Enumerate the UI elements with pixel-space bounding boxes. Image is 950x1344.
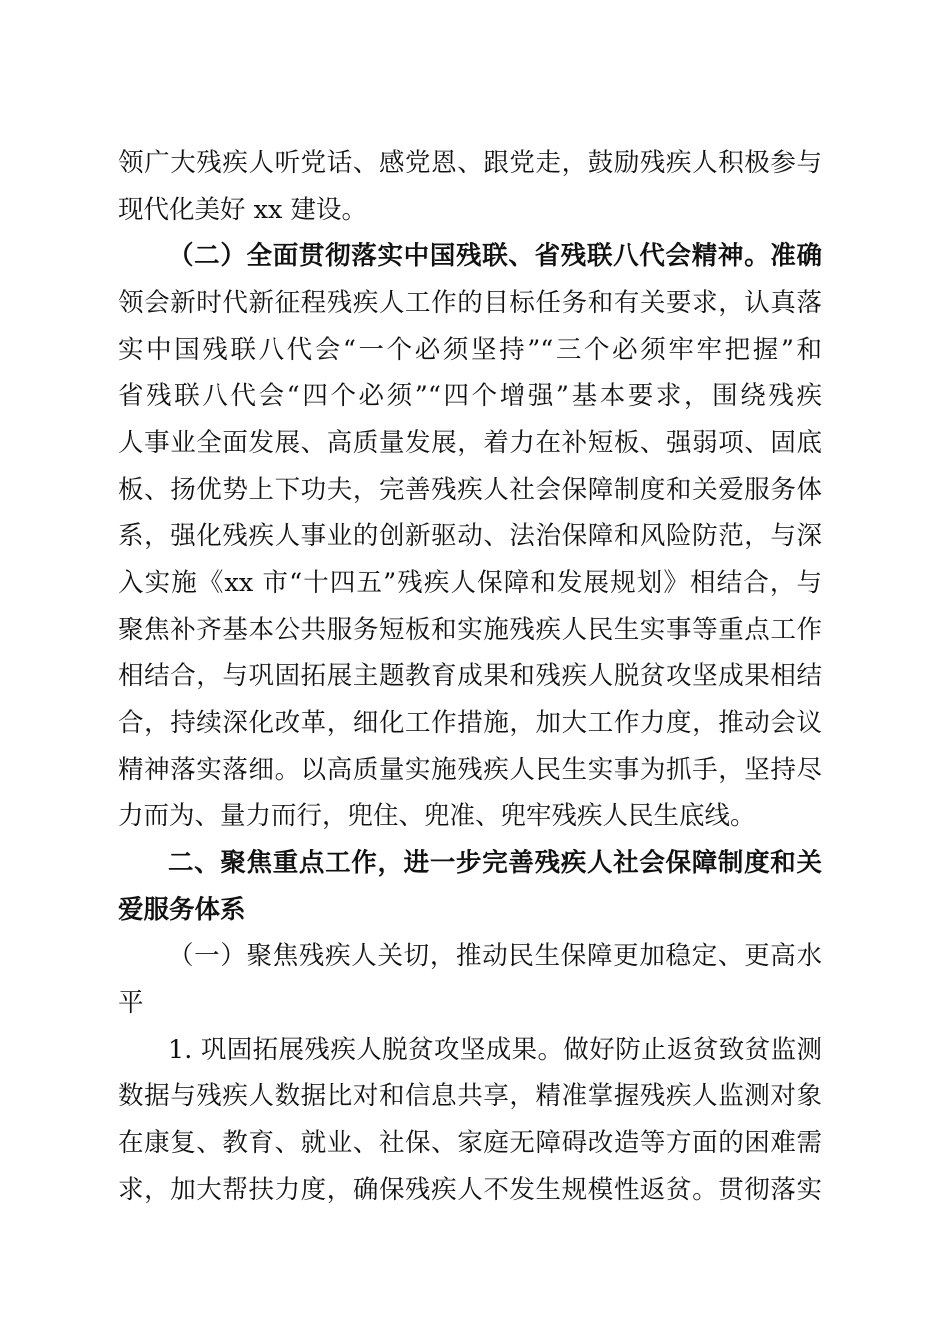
- text-line: 力而为、量力而行，兜住、兜准、兜牢残疾人民生底线。: [118, 801, 756, 831]
- text-line: 精神落实落细。以高质量实施残疾人民生实事为抓手，坚持尽: [118, 755, 822, 785]
- text-line: 在康复、教育、就业、社保、家庭无障碍改造等方面的困难需: [118, 1128, 822, 1158]
- text-line: 省残联八代会“四个必须”“四个增强”基本要求，围绕残疾: [118, 381, 822, 411]
- text-line: 系，强化残疾人事业的创新驱动、法治保障和风险防范，与深: [118, 521, 822, 551]
- text-line: 求，加大帮扶力度，确保残疾人不发生规模性返贫。贯彻落实: [118, 1175, 822, 1205]
- text-line: 人事业全面发展、高质量发展，着力在补短板、强弱项、固底: [118, 428, 822, 458]
- section-heading-2: 二、聚焦重点工作，进一步完善残疾人社会保障制度和关: [168, 848, 822, 878]
- text-line: 领会新时代新征程残疾人工作的目标任务和有关要求，认真落: [118, 288, 822, 318]
- text-line: 合，持续深化改革，细化工作措施，加大工作力度，推动会议: [118, 708, 822, 738]
- text-line: 数据与残疾人数据比对和信息共享，精准掌握残疾人监测对象: [118, 1081, 822, 1111]
- text-line: 领广大残疾人听党话、感党恩、跟党走，鼓励残疾人积极参与: [118, 148, 822, 178]
- section-heading-2-cont: 爱服务体系: [118, 895, 246, 925]
- text-line: 相结合，与巩固拓展主题教育成果和残疾人脱贫攻坚成果相结: [118, 661, 822, 691]
- item-1: 1. 巩固拓展残疾人脱贫攻坚成果。做好防止返贫致贫监测: [168, 1035, 822, 1065]
- text-line: 实中国残联八代会“一个必须坚持”“三个必须牢牢把握”和: [118, 335, 822, 365]
- subheading-2: （二）全面贯彻落实中国残联、省残联八代会精神。准确: [168, 241, 822, 271]
- text-line: 入实施《xx 市“十四五”残疾人保障和发展规划》相结合，与: [118, 568, 822, 598]
- subheading-2-1-cont: 平: [118, 988, 144, 1018]
- text-line: 板、扬优势上下功夫，完善残疾人社会保障制度和关爱服务体: [118, 475, 822, 505]
- text-line: 现代化美好 xx 建设。: [118, 195, 367, 225]
- subheading-2-1: （一）聚焦残疾人关切，推动民生保障更加稳定、更高水: [168, 941, 822, 971]
- text-line: 聚焦补齐基本公共服务短板和实施残疾人民生实事等重点工作: [118, 615, 822, 645]
